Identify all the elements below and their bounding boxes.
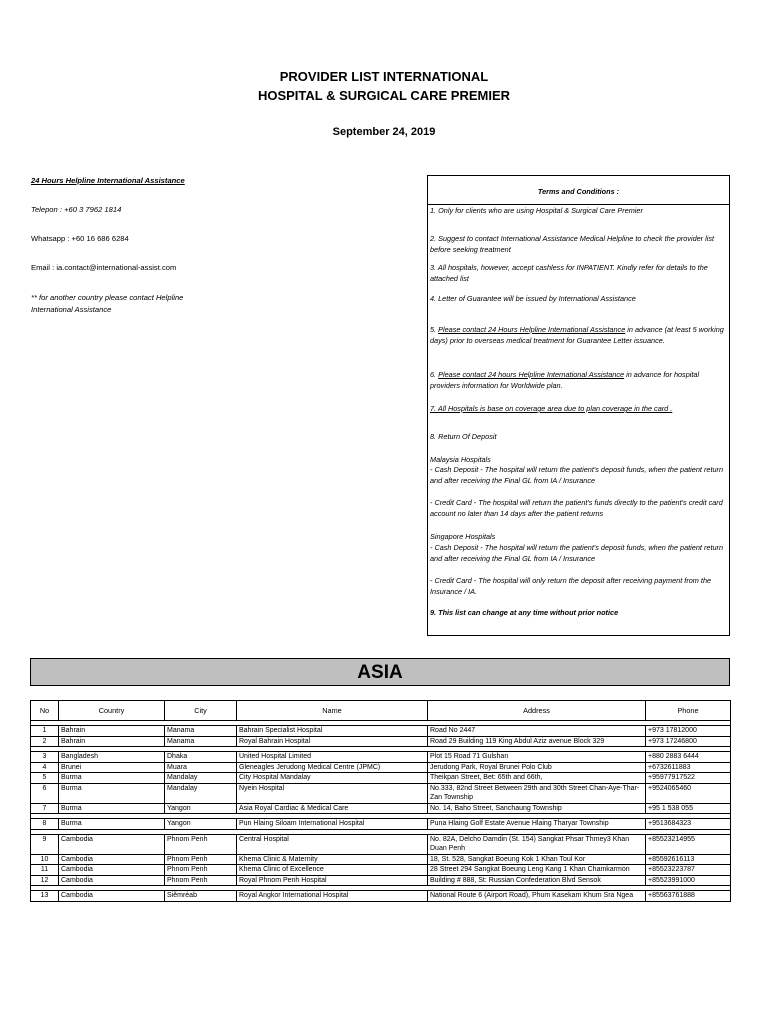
cell-phone: +85563761888 [646,891,731,902]
cell-phone: +973 17812000 [646,726,731,737]
cell-name: Central Hospital [237,834,428,854]
cell-country: Cambodia [59,891,165,902]
malaysia-heading: Malaysia Hospitals [430,455,491,464]
table-row [31,726,731,737]
table-row [31,752,731,763]
term-8: 8. Return Of Deposit [430,432,497,441]
table-row [31,773,731,784]
table-row [31,819,731,830]
cell-no: 9 [31,834,59,854]
helpline-telephone: Telepon : +60 3 7962 1814 [31,205,122,214]
cell-address: Jerudong Park, Royal Brunei Polo Club [428,762,646,773]
cell-name: Royal Bahrain Hospital [237,736,428,747]
cell-name: Khema Clinic of Excellence [237,865,428,876]
cell-city: Mandalay [165,783,237,803]
cell-country: Bahrain [59,736,165,747]
cell-phone: +880 2883 6444 [646,752,731,763]
cell-country: Burma [59,803,165,814]
cell-country: Burma [59,819,165,830]
cell-name: Nyein Hospital [237,783,428,803]
table-header-row [31,701,731,721]
table-row [31,762,731,773]
term-7: 7. All Hospitals is base on coverage area due to plan coverage in the card . [430,404,673,413]
term-5: 5. Please contact 24 Hours Helpline International Assistance in advance (at least 5 working days) prior to overseas medical treatment for Guarantee Letter issuance. [430,325,724,345]
cell-phone: +95977917522 [646,773,731,784]
col-header-name: Name [237,701,428,721]
cell-country: Cambodia [59,834,165,854]
cell-city: Phnom Penh [165,854,237,865]
cell-phone: +9524065460 [646,783,731,803]
malaysia-credit-card: - Credit Card - The hospital will return the patient's funds directly to the patient's credit card account no later than 14 days after the patient returns [430,498,723,518]
cell-phone: +95 1 538 055 [646,803,731,814]
term-2: 2. Suggest to contact International Assistance Medical Helpline to check the provider list before seeking treatment [430,234,715,254]
cell-name: Gleneagles Jerudong Medical Centre (JPMC) [237,762,428,773]
provider-table [30,700,731,902]
cell-no: 6 [31,783,59,803]
cell-no: 13 [31,891,59,902]
document-title-line1: PROVIDER LIST INTERNATIONAL [279,69,489,84]
terms-box [427,175,730,636]
cell-phone: +9513684323 [646,819,731,830]
cell-city: Mandalay [165,773,237,784]
cell-address: National Route 6 (Airport Road), Phum Kasekam Khum Sra Ngea [428,891,646,902]
section-heading-asia: ASIA [30,658,730,686]
cell-city: Yangon [165,803,237,814]
col-header-phone: Phone [646,701,731,721]
cell-no: 8 [31,819,59,830]
cell-phone: +85592616113 [646,854,731,865]
table-row [31,865,731,876]
cell-name: City Hospital Mandalay [237,773,428,784]
singapore-cash-deposit: - Cash Deposit - The hospital will return the patient's deposit funds, when the patient return and after receiving the Final GL from IA / Insurance [430,543,724,563]
term-3: 3. All hospitals, however, accept cashless for INPATIENT. Kindly refer for details to the attached list [430,263,708,283]
cell-city: Phnom Penh [165,834,237,854]
table-row [31,891,731,902]
cell-city: Siĕmréab [165,891,237,902]
helpline-whatsapp: Whatsapp : +60 16 686 6284 [31,234,129,243]
cell-name: Royal Angkor International Hospital [237,891,428,902]
col-header-city: City [165,701,237,721]
table-row [31,875,731,886]
table-row [31,834,731,854]
cell-phone: +973 17246800 [646,736,731,747]
cell-city: Manama [165,736,237,747]
cell-country: Cambodia [59,854,165,865]
singapore-heading: Singapore Hospitals [430,532,496,541]
cell-no: 10 [31,854,59,865]
term-6-underlined: Please contact 24 hours Helpline International Assistance [438,370,625,379]
cell-name: United Hospital Limited [237,752,428,763]
cell-city: Manama [165,726,237,737]
cell-phone: +85523223787 [646,865,731,876]
cell-phone: +85523991000 [646,875,731,886]
malaysia-cash-deposit: - Cash Deposit - The hospital will return the patient's deposit funds, when the patient return and after receiving the Final GL from IA / Insurance [430,465,724,485]
cell-name: Royal Phnom Penh Hospital [237,875,428,886]
col-header-country: Country [59,701,165,721]
helpline-note: ** for another country please contact Helpline International Assistance [31,293,184,314]
cell-name: Asia Royal Cardiac & Medical Care [237,803,428,814]
cell-country: Bahrain [59,726,165,737]
document-title-line2: HOSPITAL & SURGICAL CARE PREMIER [257,88,511,103]
cell-address: Building # 888, St: Russian Confederation Blvd Sensok [428,875,646,886]
cell-address: 18, St. 528, Sangkat Boeung Kok 1 Khan Toul Kor [428,854,646,865]
cell-address: No.333, 82nd Street Between 29th and 30th Street Chan-Aye-Thar-Zan Township [428,783,646,803]
cell-country: Brunei [59,762,165,773]
cell-no: 3 [31,752,59,763]
table-row [31,854,731,865]
cell-address: Road No 2447 [428,726,646,737]
cell-name: Pun Hlaing Siloam International Hospital [237,819,428,830]
cell-no: 2 [31,736,59,747]
cell-phone: +6732611883 [646,762,731,773]
cell-address: Puna Hlaing Golf Estate Avenue Hlaing Tharyar Township [428,819,646,830]
cell-name: Bahrain Specialist Hospital [237,726,428,737]
col-header-address: Address [428,701,646,721]
cell-city: Phnom Penh [165,865,237,876]
cell-name: Khema Clinic & Maternity [237,854,428,865]
cell-no: 1 [31,726,59,737]
table-row [31,783,731,803]
singapore-credit-card: - Credit Card - The hospital will only return the deposit after receiving payment from the Insurance / IA. [430,576,712,596]
document-date: September 24, 2019 [332,126,436,138]
cell-city: Phnom Penh [165,875,237,886]
cell-address: Road 29 Building 119 King Abdul Aziz avenue Block 329 [428,736,646,747]
cell-no: 11 [31,865,59,876]
col-header-no: No [31,701,59,721]
cell-country: Burma [59,783,165,803]
table-row [31,736,731,747]
cell-no: 12 [31,875,59,886]
cell-address: 28 Street 294 Sangkat Boeung Leng Kang 1 Khan Chamkarmon [428,865,646,876]
cell-phone: +85523214955 [646,834,731,854]
cell-no: 5 [31,773,59,784]
cell-no: 7 [31,803,59,814]
term-6: 6. Please contact 24 hours Helpline International Assistance in advance for hospital providers information for Worldwide plan. [430,370,700,390]
helpline-email: Email : ia.contact@international-assist.com [31,263,177,272]
cell-country: Cambodia [59,875,165,886]
term-9: 9. This list can change at any time without prior notice [430,608,619,617]
cell-address: Theikpan Street, Bet: 65th and 66th, [428,773,646,784]
term-1: 1. Only for clients who are using Hospital & Surgical Care Premier [430,206,643,215]
cell-country: Cambodia [59,865,165,876]
table-row [31,803,731,814]
cell-city: Yangon [165,819,237,830]
terms-heading: Terms and Conditions : [428,176,729,205]
cell-country: Bangladesh [59,752,165,763]
term-4: 4. Letter of Guarantee will be issued by International Assistance [430,294,636,303]
cell-city: Dhaka [165,752,237,763]
cell-city: Muara [165,762,237,773]
term-5-underlined: Please contact 24 Hours Helpline International Assistance [438,325,626,334]
cell-country: Burma [59,773,165,784]
cell-address: No. 14, Baho Street, Sanchaung Township [428,803,646,814]
cell-address: No. 82A, Delcho Damdin (St. 154) Sangkat Phsar Thmey3 Khan Duan Penh [428,834,646,854]
cell-address: Plot 15 Road 71 Gulshan [428,752,646,763]
helpline-heading: 24 Hours Helpline International Assistance [31,176,185,185]
cell-no: 4 [31,762,59,773]
